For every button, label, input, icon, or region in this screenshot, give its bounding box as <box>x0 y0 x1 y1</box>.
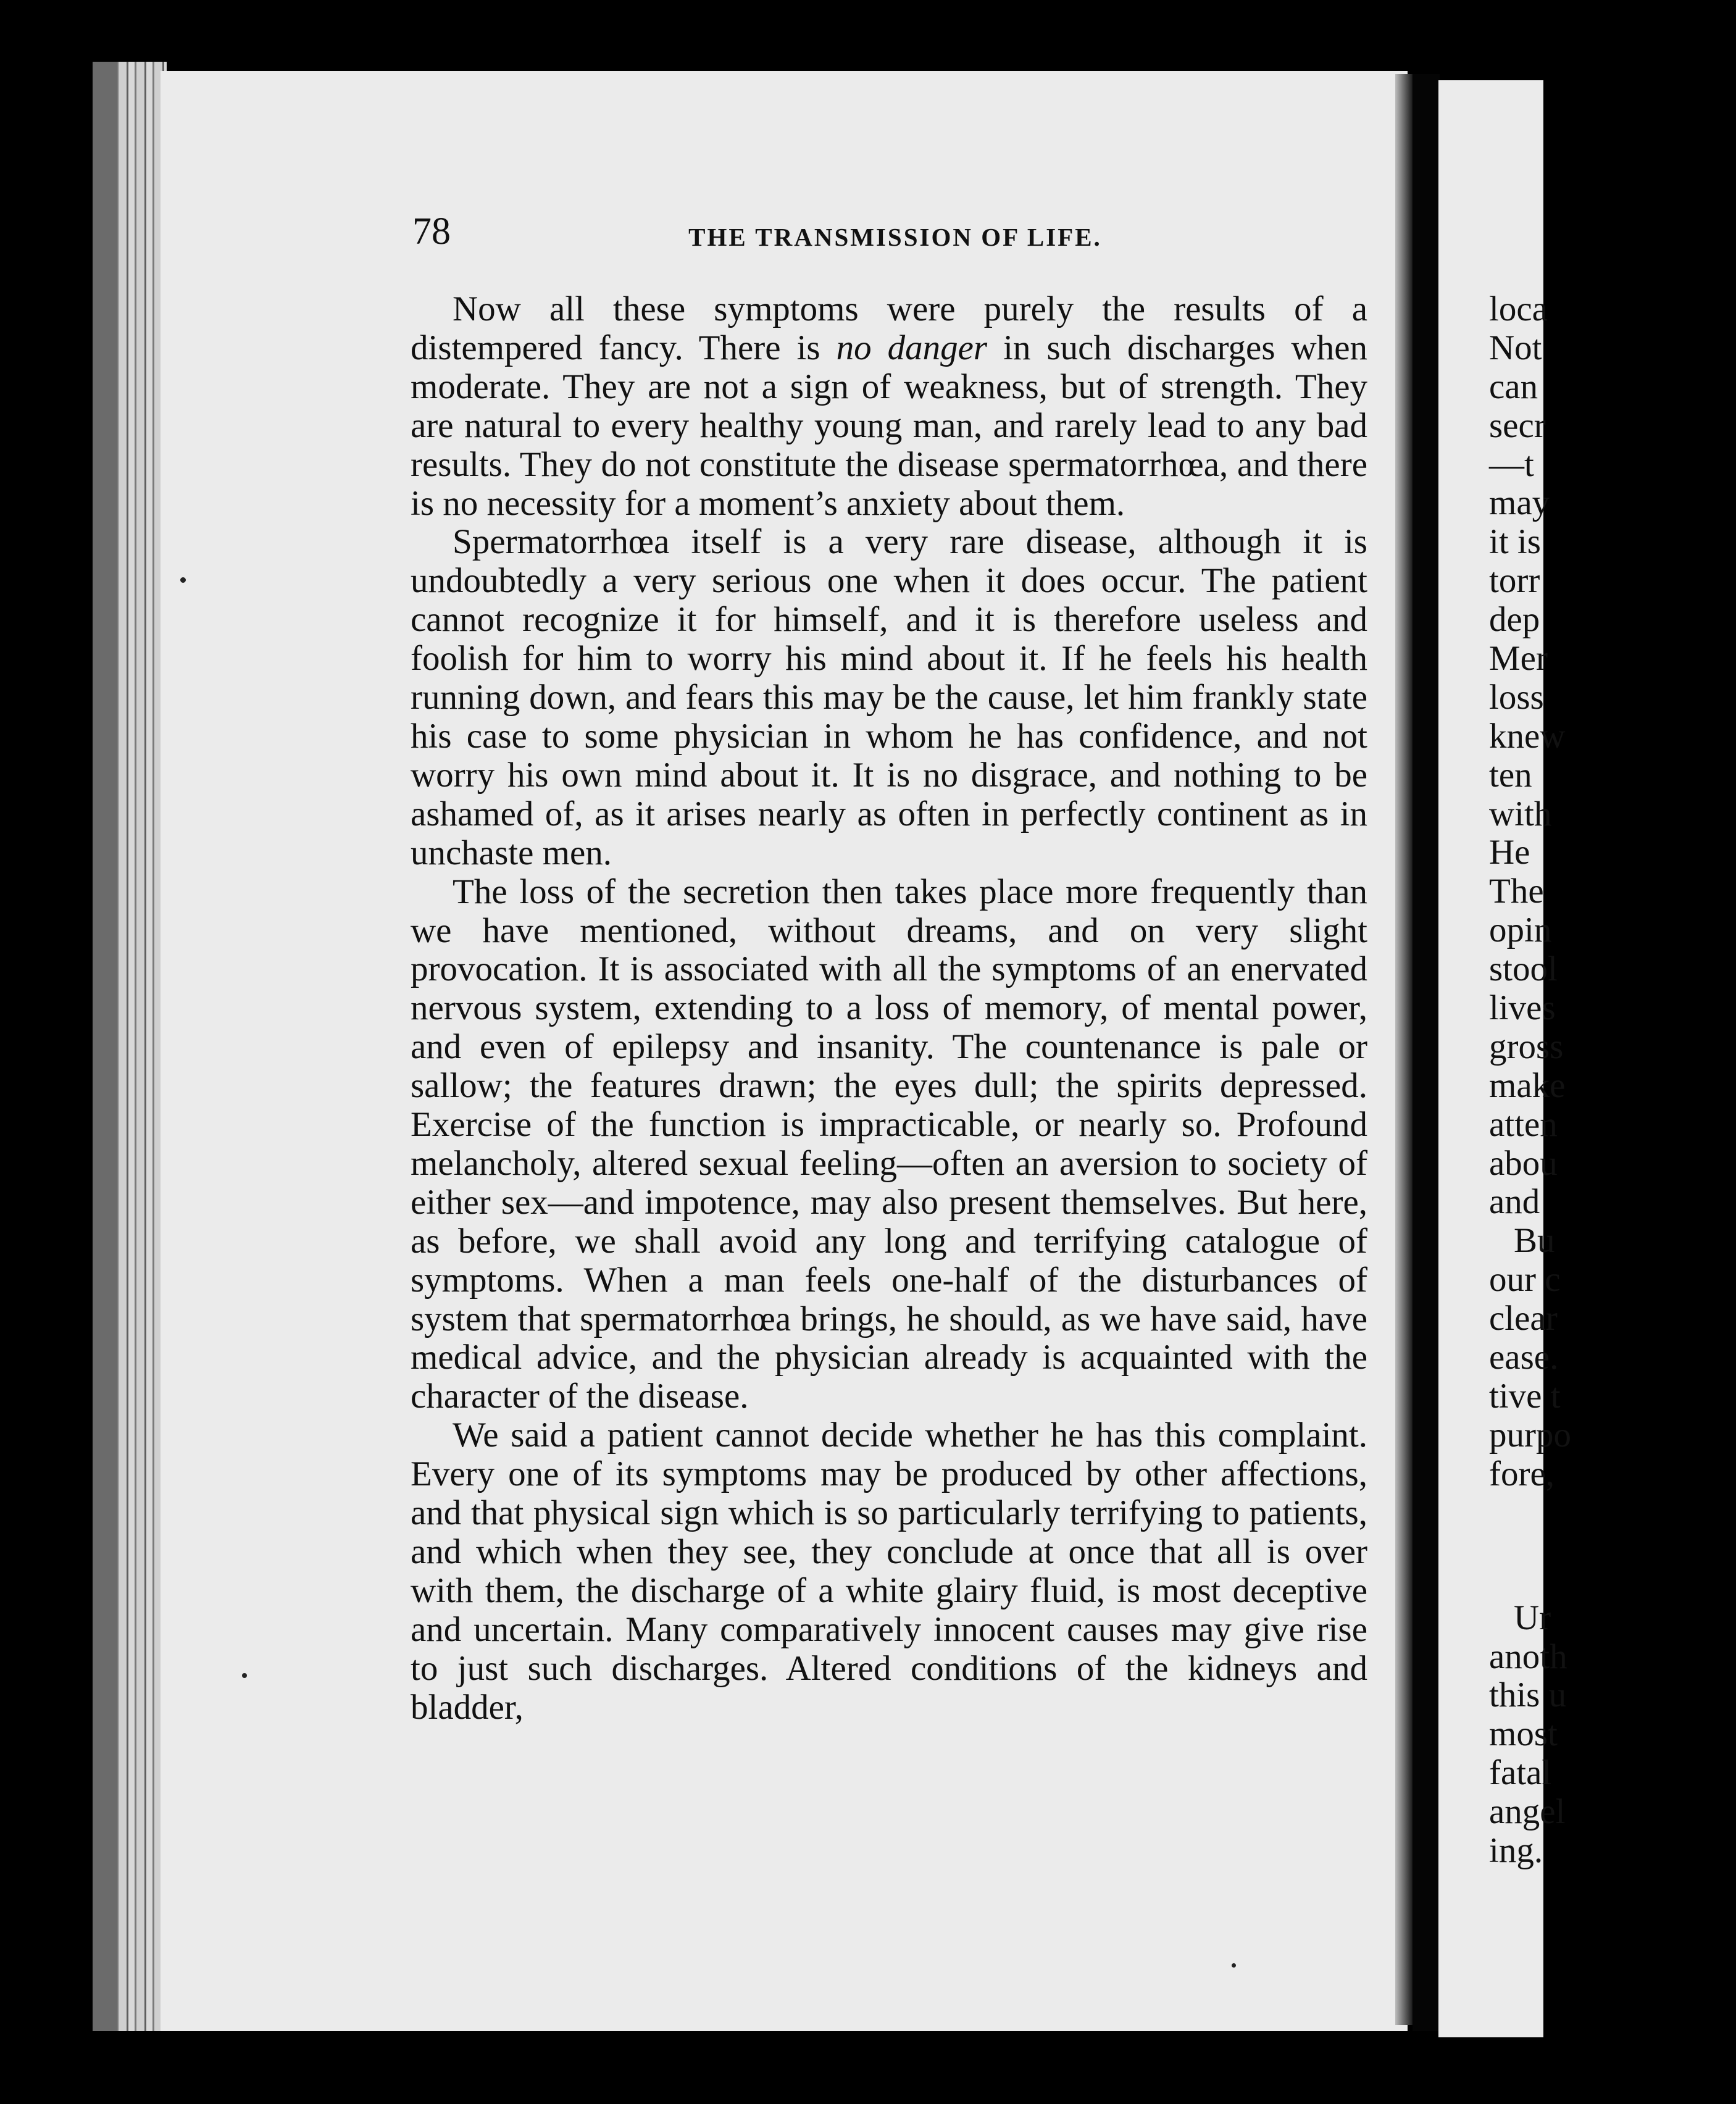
paragraph-gap <box>1489 1494 1736 1599</box>
right-page-line: our c <box>1489 1260 1561 1300</box>
right-page-line: fore, <box>1489 1454 1555 1493</box>
right-page-fragments <box>1489 290 1736 1871</box>
emphasis-text: no danger <box>836 328 988 367</box>
right-page-line: ing. <box>1489 1831 1543 1870</box>
right-page-line: anoth <box>1489 1637 1567 1676</box>
right-page-line: lives <box>1489 988 1556 1028</box>
page-edge-stack <box>93 62 167 2031</box>
right-page-line: torr <box>1489 561 1540 601</box>
right-page-line: Mer <box>1489 639 1548 678</box>
right-page-line: stool <box>1489 950 1558 989</box>
scan-speck <box>242 1673 247 1678</box>
right-page-line: Bu <box>1514 1221 1555 1261</box>
right-page-line: knew <box>1489 716 1566 756</box>
right-page-line: make <box>1489 1066 1566 1105</box>
paragraph: The loss of the secretion then takes place more frequently than we have mentioned, without dreams, and on very slight provocation. It is associated with all the symptoms of an enervated nervous system, extending to a loss of memory, of mental power, and even of epilepsy and insanity. The countenance is pale or sallow; the features drawn; the eyes dull; the spirits depressed. Exercise of the function is impracticable, or nearly so. Profound melancholy, altered sexual feeling—often an aversion to society of either sex—and impotence, may also present themselves. But here, as before, we shall avoid any long and terrifying catalogue of symptoms. When a man feels one-half of the disturbances of system that spermatorrhœa brings, he should, as we have said, have medical advice, and the physician already is acquainted with the character of the disease. <box>411 872 1367 1416</box>
right-page-line: with <box>1489 794 1552 833</box>
running-head <box>432 222 1358 252</box>
right-page-line: gross <box>1489 1027 1564 1066</box>
right-page-line: Not <box>1489 328 1542 367</box>
right-page-line: tive t <box>1489 1376 1561 1416</box>
right-page-line: secr <box>1489 406 1546 445</box>
right-page-line: He <box>1489 833 1530 872</box>
right-page-line: and <box>1489 1182 1540 1222</box>
right-page-line: —t <box>1489 445 1534 484</box>
right-page-line: dep <box>1489 600 1540 640</box>
right-page-line: may <box>1489 483 1550 523</box>
page-number: 78 <box>412 211 451 253</box>
right-page-line: loca <box>1489 290 1548 328</box>
right-page-line: purpo <box>1489 1415 1571 1455</box>
right-page-line: most <box>1489 1714 1558 1754</box>
right-page-line: clear <box>1489 1299 1558 1338</box>
right-page-line: ease. <box>1489 1338 1559 1377</box>
right-page-line: loss <box>1489 677 1544 717</box>
body-text <box>411 290 1367 1727</box>
binding-shadow <box>1395 74 1413 2025</box>
right-page-line: fatal <box>1489 1753 1552 1793</box>
scan-speck <box>180 577 186 583</box>
paragraph: Spermatorrhœa itself is a very rare disease, although it is undoubtedly a very serious one when it does occur. The patient cannot recognize it for himself, and it is therefore useless and foolish for him to worry his mind about it. If he feels his health running down, and fears this may be the cause, let him frankly state his case to some physician in whom he has confidence, and not worry his own mind about it. It is no disgrace, and nothing to be ashamed of, as it arises nearly as often in perfectly continent as in unchaste men. <box>411 522 1367 872</box>
right-page-line: Ur <box>1514 1598 1551 1637</box>
right-page-line: abou <box>1489 1143 1558 1183</box>
right-page-line: ten <box>1489 755 1532 795</box>
scan-speck <box>1232 1963 1236 1968</box>
right-page-line: opin <box>1489 911 1552 950</box>
paragraph: We said a patient cannot decide whether he has this complaint. Every one of its symptoms may be produced by other affections, and that physical sign which is so particularly terrifying to patients, and which when they see, they conclude at once that all is over with them, the discharge of a white glairy fluid, is most deceptive and uncertain. Many comparatively innocent causes may give rise to just such discharges. Altered conditions of the kidneys and bladder, <box>411 1416 1367 1727</box>
right-page-line: it is <box>1489 522 1541 562</box>
right-page-line: this u <box>1489 1676 1567 1715</box>
gutter <box>1413 74 1440 2031</box>
right-page-line: can <box>1489 367 1538 406</box>
running-head-text: THE TRANSMISSION OF LIFE. <box>688 223 1102 251</box>
right-page-line: atten <box>1489 1104 1558 1144</box>
paragraph: Now all these symptoms were purely the results of a distempered fancy. There is no danger in such discharges when moderate. They are not a sign of weakness, but of strength. They are natural to every healthy young man, and rarely lead to any bad results. They do not constitute the disease spermatorrhœa, and there is no necessity for a moment’s anxiety about them. <box>411 290 1367 523</box>
right-page-line: angel <box>1489 1792 1566 1832</box>
right-page-line: The <box>1489 872 1544 911</box>
